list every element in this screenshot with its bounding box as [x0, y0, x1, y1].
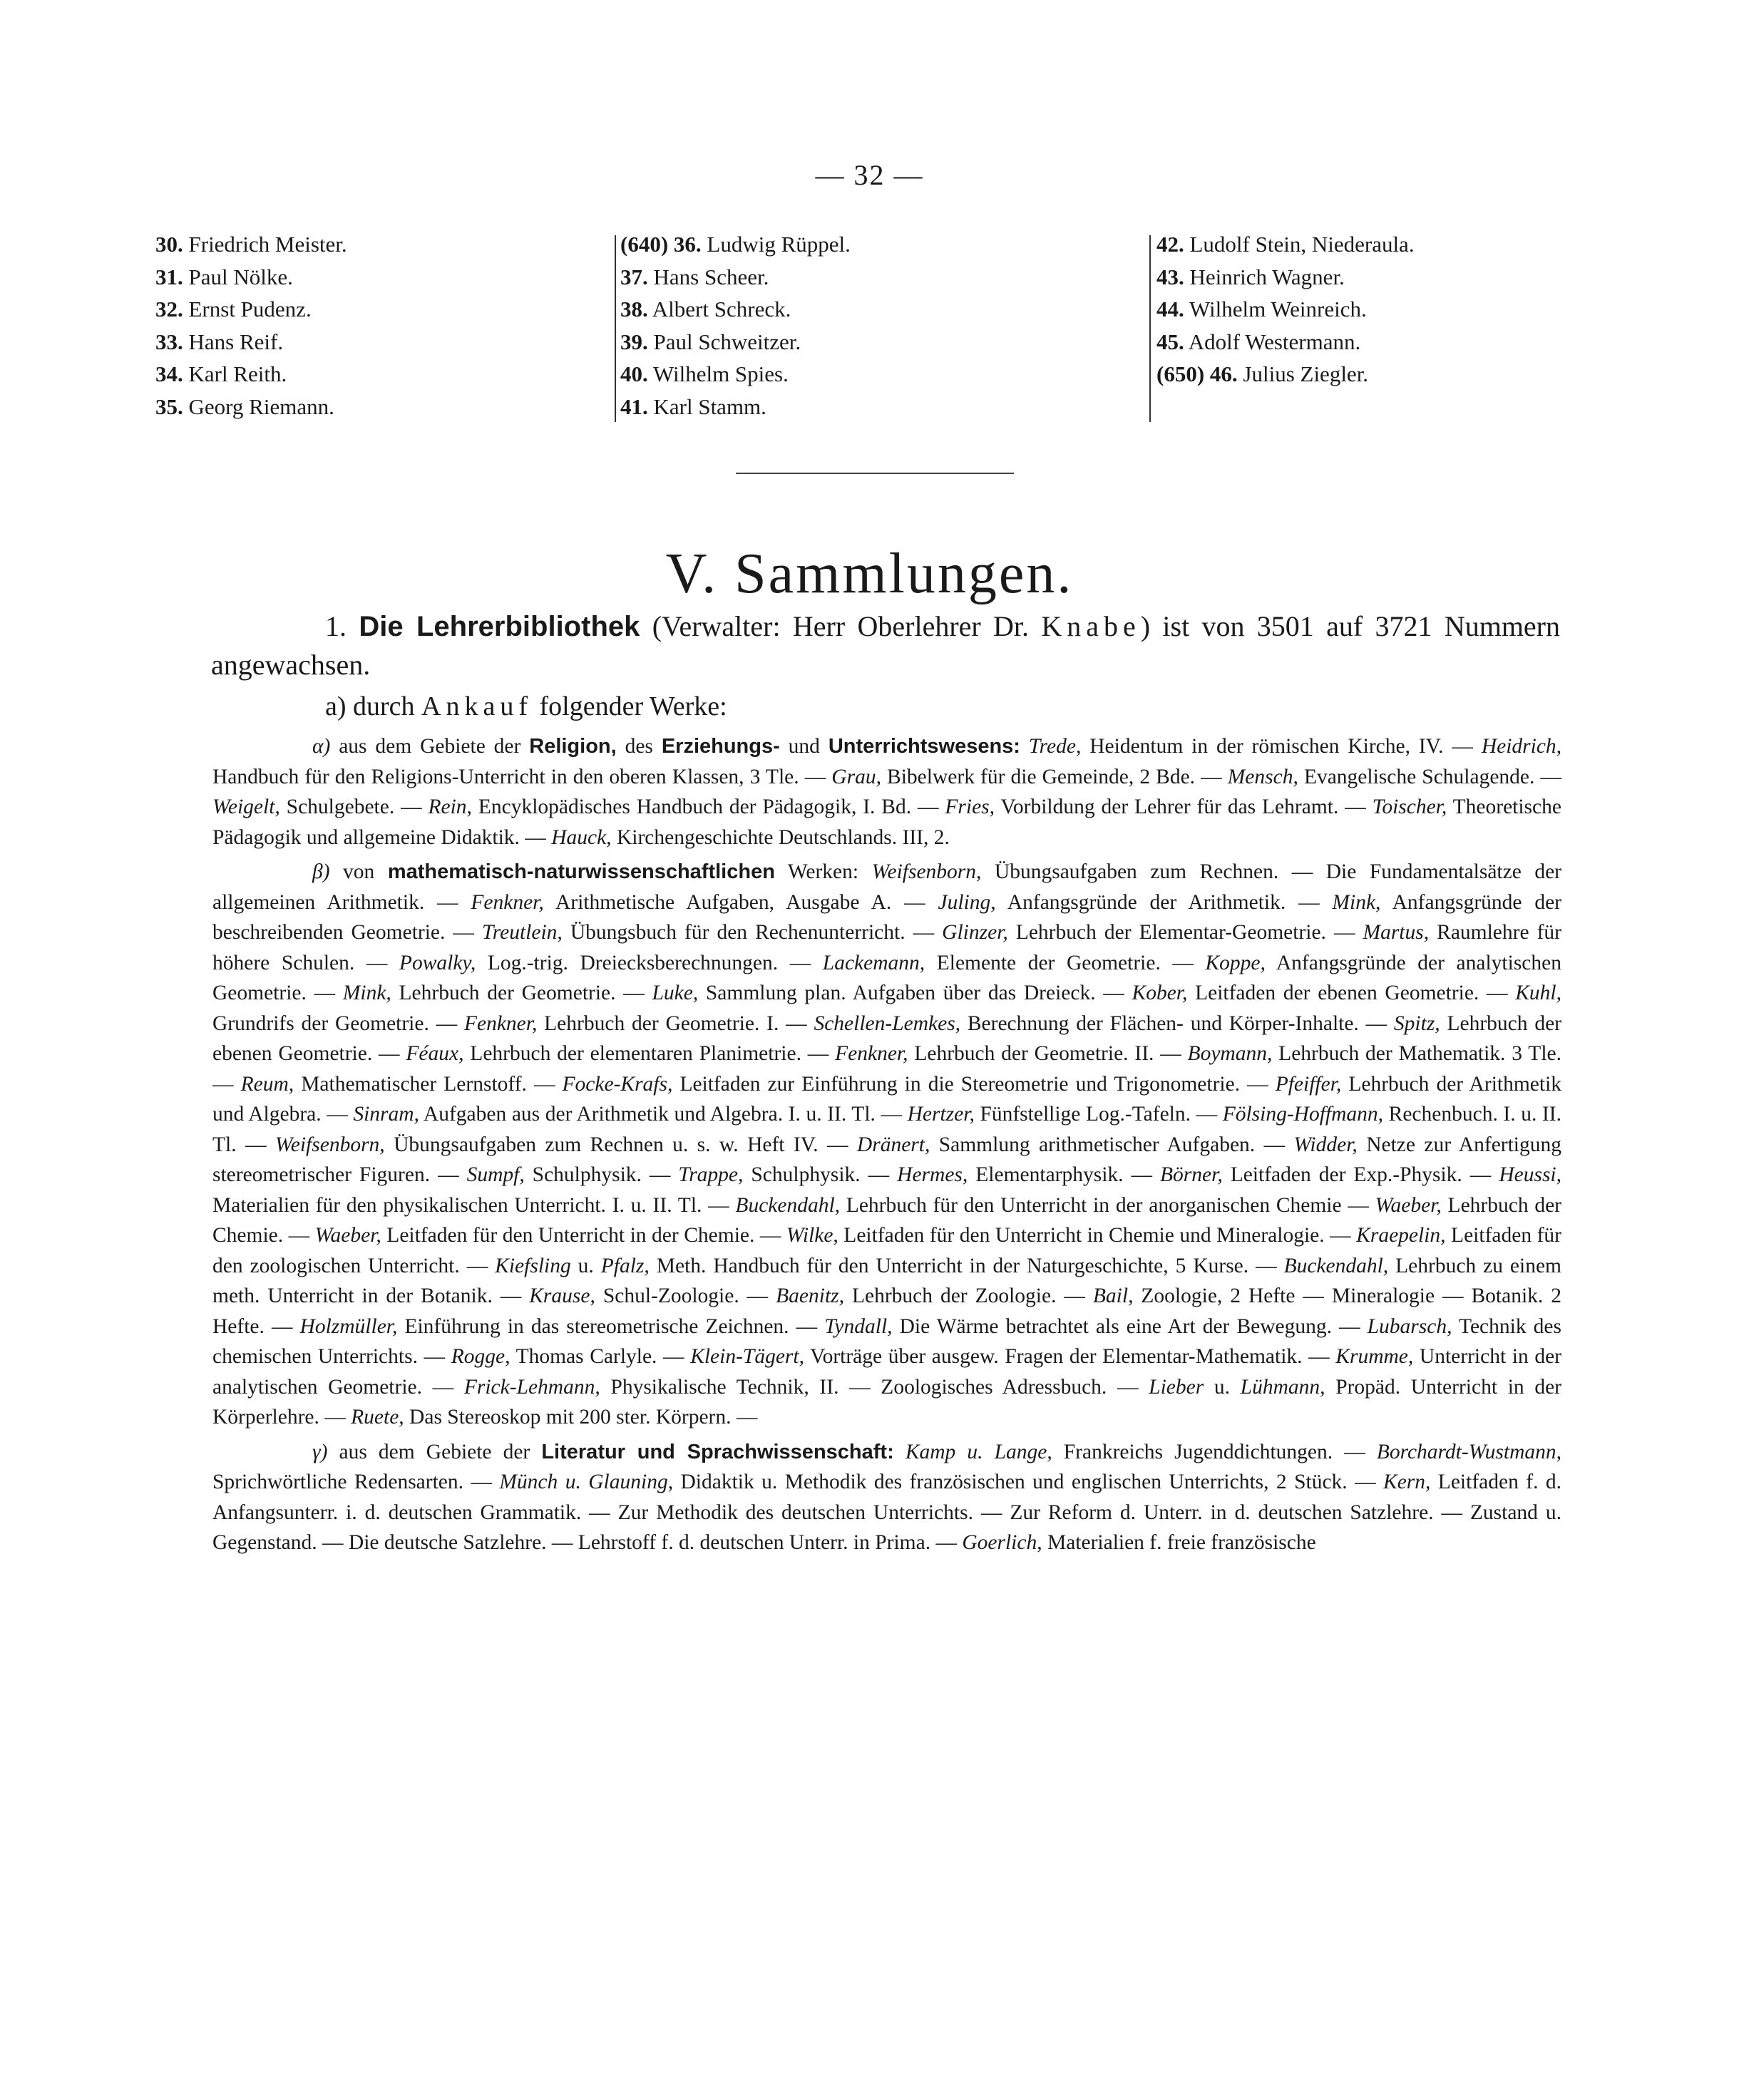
- author-name: Goerlich,: [962, 1531, 1042, 1554]
- book-title: Meth. Handbuch für den Unterricht in der Naturgeschichte, 5 Kurse. —: [649, 1254, 1284, 1277]
- book-title: Physikalische Technik, II. — Zoologisches Adressbuch. —: [600, 1375, 1149, 1399]
- book-title: Lehrbuch der Elementar-Geometrie. —: [1007, 921, 1363, 944]
- list-item-name: Julius Ziegler.: [1243, 361, 1369, 386]
- author-name: Kiefsling: [495, 1254, 571, 1277]
- author-name: Trappe,: [678, 1163, 744, 1186]
- author-name: Focke-Krafs,: [562, 1072, 673, 1096]
- list-item-name: Albert Schreck.: [652, 297, 791, 321]
- intro-text-b: ) ist von 3501 auf 3721 Nummern angewachsen.: [211, 610, 1560, 681]
- author-name: Buckendahl,: [1283, 1254, 1389, 1277]
- author-name: Lubarsch,: [1367, 1314, 1452, 1338]
- book-title: Elementarphysik. —: [968, 1163, 1161, 1186]
- name-list-column-1: [155, 228, 347, 423]
- book-title: Materialien f. freie französische: [1042, 1531, 1316, 1554]
- book-title: Lehrbuch der elementaren Planimetrie. —: [463, 1042, 836, 1065]
- name-list-column-2: [620, 228, 851, 423]
- author-name: Ruete,: [351, 1406, 404, 1429]
- author-name: Pfeiffer,: [1275, 1072, 1342, 1096]
- book-title: Fünfstellige Log.-Tafeln. —: [974, 1103, 1223, 1126]
- book-title: Vorträge über ausgew. Fragen der Elementar-Mathematik. —: [804, 1345, 1336, 1368]
- author-name: Hermes,: [897, 1163, 968, 1186]
- author-name: Lackemann,: [822, 951, 925, 974]
- author-name: Pfalz,: [600, 1254, 650, 1277]
- book-title: Lehrbuch der ebenen Geometrie. —: [212, 1012, 1561, 1065]
- author-name: Münch u. Glauning,: [499, 1471, 674, 1493]
- author-name: Baenitz,: [776, 1285, 845, 1307]
- gamma-pre: aus dem Gebiete der: [339, 1440, 530, 1463]
- book-title: Sammlung arithmetischer Aufgaben. —: [930, 1133, 1294, 1156]
- author-name: Glinzer,: [942, 921, 1008, 944]
- alpha-group-2: Erziehungs-: [661, 735, 780, 758]
- book-title: Einführung in das stereometrische Zeichnen. —: [397, 1314, 825, 1338]
- author-name: Fenkner,: [471, 890, 544, 914]
- intro-text-a: (Verwalter: Herr Oberlehrer Dr.: [652, 610, 1030, 642]
- author-name: Toischer,: [1372, 796, 1447, 818]
- author-name: Kamp u. Lange,: [905, 1440, 1052, 1463]
- sub-a-spaced: Ankauf: [421, 691, 533, 721]
- book-title: Technik des chemischen Unterrichts. —: [212, 1314, 1561, 1368]
- author-name: Fölsing-Hoffmann,: [1222, 1103, 1384, 1126]
- section-title: V. Sammlungen.: [665, 542, 1074, 605]
- list-item: [1156, 358, 1415, 391]
- list-item-name: Hans Reif.: [188, 329, 284, 354]
- subsection-a-heading: [325, 690, 727, 723]
- list-item: [155, 391, 347, 423]
- book-title: Lehrbuch der Geometrie. II. —: [908, 1042, 1188, 1065]
- list-item-name: Friedrich Meister.: [188, 232, 347, 257]
- author-name: Fries,: [945, 796, 995, 818]
- alpha-mid-1: des: [625, 735, 653, 758]
- author-name: Kraepelin,: [1356, 1224, 1446, 1247]
- book-title: Log.-trig. Dreiecksberechnungen. —: [476, 951, 823, 974]
- sub-a-suffix: folgender Werke:: [539, 691, 727, 721]
- beta-paragraph: [212, 857, 1561, 1433]
- author-name: Waeber,: [1375, 1193, 1442, 1217]
- author-name: Holzmüller,: [299, 1314, 398, 1338]
- book-title: Raumlehre für höhere Schulen. —: [212, 921, 1562, 974]
- author-name: Powalky,: [399, 951, 476, 974]
- book-title: Leitfaden für den zoologischen Unterricht. —: [212, 1224, 1561, 1277]
- book-title: Schulphysik. —: [743, 1163, 898, 1186]
- author-name: Heidrich,: [1481, 735, 1562, 758]
- author-name: Borchardt-Wustmann,: [1376, 1440, 1562, 1463]
- intro-number: 1.: [325, 610, 347, 642]
- column-divider: [1149, 235, 1151, 422]
- author-name: Kuhl,: [1515, 982, 1561, 1004]
- book-title: Schul-Zoologie. —: [595, 1285, 776, 1307]
- book-title: Grundrifs der Geometrie. —: [212, 1012, 464, 1035]
- author-name: Rein,: [428, 796, 472, 818]
- list-item: [155, 326, 347, 359]
- list-item-name: Karl Stamm.: [653, 393, 766, 419]
- alpha-group-1: Religion,: [529, 735, 617, 758]
- author-name: Widder,: [1293, 1133, 1358, 1156]
- list-item-number: 33.: [155, 329, 183, 354]
- book-title: Übungsbuch für den Rechenunterricht. —: [562, 921, 943, 944]
- book-title: Übungsaufgaben zum Rechnen. — Die Fundamentalsätze der allgemeinen Arithmetik. —: [212, 860, 1561, 914]
- name-list-column-3: [1156, 228, 1415, 391]
- book-title: Lehrbuch der Mathematik. 3 Tle. —: [212, 1042, 1561, 1096]
- author-name: Wilke,: [786, 1224, 838, 1247]
- book-title: Frankreichs Jugenddichtungen. —: [1052, 1440, 1377, 1463]
- author-name: Mink,: [342, 982, 391, 1004]
- gamma-group-1: Literatur und Sprachwissenschaft:: [541, 1440, 894, 1463]
- book-title: Arithmetische Aufgaben, Ausgabe A. —: [543, 890, 938, 914]
- list-item-number: (640) 36.: [620, 232, 702, 257]
- author-name: Reum,: [240, 1072, 294, 1096]
- gamma-label: γ): [312, 1440, 328, 1463]
- alpha-label: α): [312, 735, 331, 758]
- book-title: Netze zur Anfertigung stereometrischer Figuren. —: [212, 1133, 1561, 1186]
- list-item-number: 44.: [1156, 297, 1184, 321]
- list-item-number: (650) 46.: [1156, 361, 1238, 386]
- list-item-name: Georg Riemann.: [188, 393, 334, 419]
- list-item-number: 31.: [155, 264, 183, 289]
- author-name: Treutlein,: [481, 921, 563, 944]
- book-title: Sammlung plan. Aufgaben über das Dreieck. —: [698, 982, 1132, 1004]
- book-title: Anfangsgründe der beschreibenden Geometrie. —: [212, 890, 1562, 944]
- author-name: Weifsenborn,: [871, 860, 982, 883]
- author-name: Boymann,: [1187, 1042, 1273, 1065]
- book-title: Lehrbuch der Geometrie. I. —: [537, 1012, 814, 1035]
- author-name: Rogge,: [451, 1345, 511, 1368]
- author-name: Lieber: [1149, 1375, 1204, 1399]
- list-item-number: 32.: [155, 297, 183, 321]
- intro-paragraph: [211, 607, 1560, 684]
- book-title: Theoretische Pädagogik und allgemeine Didaktik. —: [212, 796, 1561, 849]
- list-item-number: 30.: [155, 232, 183, 257]
- book-title: Evangelische Schulagende. —: [1298, 765, 1561, 788]
- book-title: Anfangsgründe der Arithmetik. —: [995, 890, 1333, 914]
- author-name: Klein-Tägert,: [690, 1345, 804, 1368]
- book-title: Lehrbuch für den Unterricht in der anorganischen Chemie —: [840, 1193, 1375, 1217]
- author-name: Sumpf,: [466, 1163, 525, 1186]
- author-name: Bail,: [1092, 1285, 1134, 1307]
- author-name: Juling,: [938, 890, 996, 914]
- list-item-name: Ludwig Rüppel.: [707, 232, 851, 257]
- list-item: [620, 326, 851, 359]
- author-name: Hauck,: [551, 825, 612, 849]
- author-name: Hertzer,: [907, 1103, 975, 1126]
- author-name: Grau,: [831, 765, 881, 788]
- list-item-name: Karl Reith.: [188, 361, 287, 386]
- book-title: Übungsaufgaben zum Rechnen u. s. w. Heft IV. —: [384, 1133, 857, 1156]
- list-item: [620, 391, 851, 423]
- list-item: [155, 293, 347, 326]
- list-item-number: 35.: [155, 393, 183, 419]
- book-title: Encyklopädisches Handbuch der Pädagogik, I. Bd. —: [471, 796, 945, 818]
- book-title: Lehrbuch der Arithmetik und Algebra. —: [212, 1072, 1562, 1126]
- beta-pre: von: [343, 860, 375, 883]
- book-title: Didaktik u. Methodik des französischen und englischen Unterrichts, 2 Stück. —: [673, 1471, 1384, 1493]
- list-item-name: Hans Scheer.: [653, 264, 769, 289]
- author-name: Mensch,: [1227, 765, 1298, 788]
- author-name: Trede,: [1028, 735, 1082, 758]
- author-name: Frick-Lehmann,: [463, 1375, 600, 1399]
- intro-name: Knabe: [1041, 610, 1141, 642]
- book-title: Thomas Carlyle. —: [510, 1345, 691, 1368]
- author-name: Féaux,: [406, 1042, 464, 1065]
- book-title: Das Stereoskop mit 200 ster. Körpern. —: [404, 1406, 758, 1429]
- book-list-body: [212, 731, 1561, 1563]
- book-title: Leitfaden f. d. Anfangsunterr. i. d. deutschen Grammatik. — Zur Methodik des deutschen Unterrichts. — Zur Reform d. Unterr. in d. deutschen Satzlehre. — Zustand u. Gegenstand. — Die deutsche Satzlehre. — Lehrstoff f. d. deutschen Unterr. in Prima. —: [212, 1471, 1561, 1554]
- author-name: Martus,: [1363, 921, 1430, 944]
- gamma-paragraph: [212, 1437, 1561, 1558]
- book-title: Bibelwerk für die Gemeinde, 2 Bde. —: [881, 765, 1228, 788]
- author-name: Schellen-Lemkes,: [814, 1012, 961, 1035]
- author-name: Buckendahl,: [735, 1193, 841, 1217]
- book-title: Lehrbuch der Geometrie. —: [391, 982, 652, 1004]
- book-title: Berechnung der Flächen- und Körper-Inhalte. —: [960, 1012, 1394, 1035]
- book-title: Kirchengeschichte Deutschlands. III, 2.: [611, 825, 950, 849]
- author-name: Fenkner,: [835, 1042, 908, 1065]
- author-name: Krause,: [529, 1285, 595, 1307]
- book-title: Mathematischer Lernstoff. —: [294, 1072, 563, 1096]
- book-title: Zoologie, 2 Hefte — Mineralogie — Botanik. 2 Hefte. —: [212, 1285, 1561, 1338]
- book-title: Leitfaden der ebenen Geometrie. —: [1187, 982, 1516, 1004]
- list-item-number: 37.: [620, 264, 648, 289]
- book-title: Rechenbuch. I. u. II. Tl. —: [212, 1103, 1561, 1156]
- alpha-mid-2: und: [788, 735, 820, 758]
- author-name: Dränert,: [856, 1133, 930, 1156]
- sub-a-prefix: a) durch: [325, 691, 415, 721]
- list-item: [620, 358, 851, 391]
- author-name: Lühmann,: [1240, 1375, 1325, 1399]
- list-item-name: Paul Nölke.: [188, 264, 293, 289]
- book-title: u.: [1204, 1375, 1241, 1399]
- book-title: Handbuch für den Religions-Unterricht in den oberen Klassen, 3 Tle. —: [212, 765, 832, 788]
- list-item: [620, 261, 851, 294]
- list-item: [620, 293, 851, 326]
- list-item-name: Wilhelm Weinreich.: [1189, 297, 1367, 321]
- book-title: Anfangsgründe der analytischen Geometrie. —: [212, 951, 1561, 1004]
- book-title: Leitfaden für den Unterricht in der Chemie. —: [381, 1224, 786, 1247]
- author-name: Weifsenborn,: [275, 1133, 385, 1156]
- page-number: — 32 —: [815, 159, 924, 191]
- author-name: Kober,: [1132, 982, 1188, 1004]
- book-title: Schulgebete. —: [279, 796, 429, 818]
- section-separator: [736, 473, 1014, 474]
- book-title: Materialien für den physikalischen Unterricht. I. u. II. Tl. —: [212, 1193, 736, 1217]
- list-item-number: 43.: [1156, 264, 1184, 289]
- book-title: Lehrbuch der Zoologie. —: [844, 1285, 1093, 1307]
- author-name: Mink,: [1332, 890, 1381, 914]
- book-title: Leitfaden zur Einführung in die Stereometrie und Trigonometrie. —: [672, 1072, 1276, 1096]
- list-item: [1156, 293, 1415, 326]
- list-item-name: Adolf Westermann.: [1188, 329, 1361, 354]
- alpha-paragraph: [212, 731, 1561, 853]
- book-title: Unterricht in der analytischen Geometrie. —: [212, 1345, 1562, 1399]
- author-name: Heussi,: [1499, 1163, 1561, 1186]
- book-title: Vorbildung der Lehrer für das Lehramt. —: [995, 796, 1373, 818]
- book-title: Leitfaden der Exp.-Physik. —: [1222, 1163, 1499, 1186]
- book-title: Lehrbuch zu einem meth. Unterricht in der Botanik. —: [212, 1254, 1562, 1307]
- list-item-name: Heinrich Wagner.: [1189, 264, 1345, 289]
- alpha-pre: aus dem Gebiete der: [339, 735, 521, 758]
- list-item-name: Wilhelm Spies.: [652, 361, 789, 386]
- beta-group-1: mathematisch-naturwissenschaftlichen: [387, 860, 775, 883]
- intro-heading: Die Lehrerbibliothek: [359, 611, 640, 642]
- author-name: Spitz,: [1393, 1012, 1440, 1035]
- list-item-number: 40.: [620, 361, 648, 386]
- author-name: Fenkner,: [463, 1012, 538, 1035]
- list-item-number: 42.: [1156, 232, 1184, 257]
- list-item-name: Ernst Pudenz.: [188, 297, 312, 321]
- book-title: Leitfaden für den Unterricht in Chemie und Mineralogie. —: [838, 1224, 1357, 1247]
- alpha-group-3: Unterrichtswesens:: [828, 735, 1020, 758]
- list-item-name: Ludolf Stein, Niederaula.: [1189, 232, 1415, 257]
- author-name: Börner,: [1160, 1163, 1223, 1186]
- list-item: [1156, 326, 1415, 359]
- book-title: Aufgaben aus der Arithmetik und Algebra. I. u. II. Tl. —: [419, 1103, 908, 1126]
- book-title: u.: [570, 1254, 601, 1277]
- author-name: Koppe,: [1205, 951, 1266, 974]
- list-item: [1156, 261, 1415, 294]
- list-item-name: Paul Schweitzer.: [653, 329, 801, 354]
- beta-label: β): [312, 860, 330, 883]
- column-divider: [615, 235, 616, 422]
- list-item: [1156, 228, 1415, 261]
- book-title: Lehrbuch der Chemie. —: [212, 1193, 1562, 1247]
- book-title: Schulphysik. —: [524, 1163, 679, 1186]
- author-name: Weigelt,: [212, 796, 280, 818]
- list-item: [620, 228, 851, 261]
- list-item: [155, 261, 347, 294]
- list-item-number: 45.: [1156, 329, 1184, 354]
- list-item-number: 39.: [620, 329, 648, 354]
- author-name: Sinram,: [353, 1103, 419, 1126]
- book-title: Propäd. Unterricht in der Körperlehre. —: [212, 1375, 1561, 1429]
- book-title: Elemente der Geometrie. —: [925, 951, 1206, 974]
- book-title: Sprichwörtliche Redensarten. —: [212, 1471, 500, 1493]
- list-item-number: 41.: [620, 393, 648, 419]
- author-name: Luke,: [652, 982, 699, 1004]
- list-item: [155, 228, 347, 261]
- book-title: Heidentum in der römischen Kirche, IV. —: [1081, 735, 1482, 758]
- list-item-number: 34.: [155, 361, 183, 386]
- book-title: Die Wärme betrachtet als eine Art der Bewegung. —: [892, 1314, 1368, 1338]
- author-name: Tyndall,: [824, 1314, 893, 1338]
- list-item: [155, 358, 347, 391]
- list-item-number: 38.: [620, 297, 648, 321]
- beta-mid: Werken:: [787, 860, 859, 883]
- author-name: Krumme,: [1335, 1345, 1414, 1368]
- author-name: Waeber,: [314, 1224, 381, 1247]
- author-name: Kern,: [1383, 1471, 1431, 1493]
